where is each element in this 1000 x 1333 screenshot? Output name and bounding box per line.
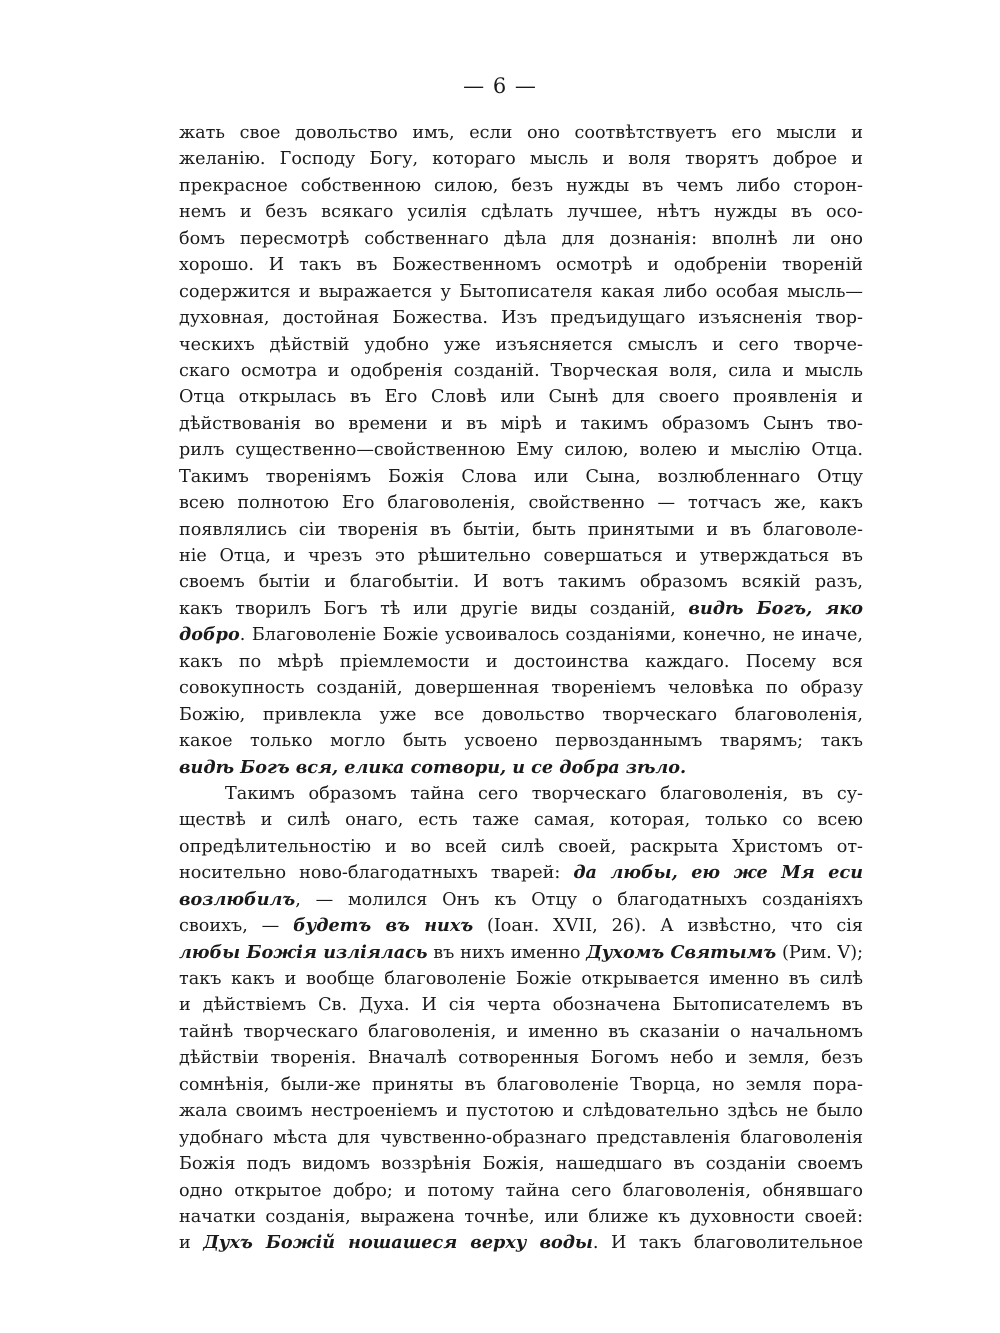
text-segment: своемъ бытіи и благобытіи. И вотъ такимъ образомъ всякій разъ, <box>179 572 863 593</box>
text-segment: , — молился Онъ къ Отцу о благодатныхъ созданіяхъ <box>295 889 863 910</box>
emphasized-quote: да любы, ею же Мя еси <box>573 862 863 884</box>
text-segment: немъ и безъ всякаго усилія сдѣлать лучшее, нѣтъ нужды въ осо- <box>179 202 863 223</box>
text-segment: жала своимъ нестроеніемъ и пустотою и слѣдовательно здѣсь не было <box>179 1101 863 1122</box>
text-segment: какое только могло быть усвоено первозданнымъ тварямъ; такъ <box>179 731 863 752</box>
text-segment: рилъ существенно—свойственною Ему силою, волею и мыслію Отца. <box>179 440 863 461</box>
text-line <box>179 1098 863 1124</box>
text-line <box>179 1204 863 1230</box>
text-segment: дѣйствіи творенія. Вначалѣ сотворенныя Богомъ небо и земля, безъ <box>179 1048 863 1069</box>
text-line <box>179 596 863 622</box>
text-line <box>179 120 863 146</box>
text-line <box>179 1151 863 1177</box>
text-line <box>179 199 863 225</box>
text-segment: опредѣлительностію и во всей силѣ своей, раскрыта Христомъ от- <box>179 836 863 857</box>
text-segment: Божію, привлекла уже все довольство творческаго благоволенія, <box>179 704 863 725</box>
text-segment: какъ по мѣрѣ пріемлемости и достоинства каждаго. Посему вся <box>179 651 863 672</box>
text-segment: ніе Отца, и чрезъ это рѣшительно совершаться и утверждаться въ <box>179 546 863 566</box>
text-line <box>179 517 863 543</box>
text-segment: и дѣйствіемъ Св. Духа. И сія черта обозначена Бытописателемъ въ <box>179 995 863 1016</box>
text-segment: совокупность созданій, довершенная твореніемъ человѣка по образу <box>179 678 863 699</box>
text-segment: дѣйствованія во времени и въ мірѣ и такимъ образомъ Сынъ тво- <box>179 413 863 434</box>
text-segment: бомъ пересмотрѣ собственнаго дѣла для дознанія: вполнѣ ли оно <box>179 228 863 249</box>
text-segment: носительно ново-благодатныхъ тварей: <box>179 863 574 884</box>
emphasized-quote: Духомъ Святымъ <box>586 941 777 963</box>
text-segment: скаго осмотра и одобренія созданій. Творческая воля, сила и мысль <box>179 360 863 381</box>
text-line <box>179 1019 863 1045</box>
text-line <box>179 966 863 992</box>
emphasized-quote: возлюбилъ <box>179 888 296 910</box>
text-line <box>179 411 863 437</box>
text-line <box>179 1230 863 1256</box>
emphasized-quote: видѣ Богъ, яко <box>688 597 864 619</box>
text-segment: Такимъ образомъ тайна сего творческаго благоволенія, въ су- <box>225 783 863 804</box>
text-segment: какъ творилъ Богъ тѣ или другіе виды созданій, <box>179 598 689 619</box>
text-segment: желанію. Господу Богу, котораго мысль и воля творятъ доброе и <box>179 149 863 170</box>
text-line <box>179 860 863 886</box>
text-line <box>179 146 863 172</box>
text-segment: сомнѣнія, были-же приняты въ благоволеніе Творца, но земля пора- <box>179 1074 863 1095</box>
text-segment: Божія подъ видомъ воззрѣнія Божія, нашедшаго въ созданіи своемъ <box>179 1154 863 1175</box>
text-line <box>179 358 863 384</box>
text-line <box>179 569 863 595</box>
text-line <box>179 622 863 648</box>
text-line <box>179 913 863 939</box>
text-line <box>179 702 863 728</box>
text-line <box>179 1178 863 1204</box>
text-segment: содержится и выражается у Бытописателя какая либо особая мысль— <box>179 281 863 302</box>
text-line <box>179 464 863 490</box>
text-line <box>179 834 863 860</box>
text-segment: ческихъ дѣйствій удобно уже изъясняется смыслъ и сего творче- <box>179 334 863 355</box>
text-segment: своихъ, — <box>179 916 294 937</box>
text-segment: ществѣ и силѣ онаго, есть таже самая, которая, только со всею <box>179 810 863 831</box>
text-segment: и <box>179 1233 204 1254</box>
emphasized-quote: будетъ въ нихъ <box>293 915 474 937</box>
emphasized-quote: Духъ Божій ношашеся верху воды <box>203 1232 593 1254</box>
emphasized-quote: добро <box>179 624 240 646</box>
text-line <box>179 226 863 252</box>
text-segment: . И такъ благоволительное <box>592 1233 863 1254</box>
text-segment: (Іоан. XVII, 26). А извѣстно, что сія <box>473 916 863 937</box>
text-line <box>179 755 863 781</box>
page-number: — 6 — <box>463 74 537 98</box>
text-segment: удобнаго мѣста для чувственно-образнаго представленія благоволенія <box>179 1127 863 1148</box>
text-segment: въ нихъ именно <box>427 942 587 963</box>
text-line <box>179 384 863 410</box>
text-line <box>179 252 863 278</box>
text-segment: Отца открылась въ Его Словѣ или Сынѣ для своего проявленія и <box>179 387 863 408</box>
text-line <box>179 992 863 1018</box>
emphasized-quote: видѣ Богъ вся, елика сотвори, и се добра зѣло. <box>179 756 687 778</box>
text-line <box>179 649 863 675</box>
text-segment: появлялись сіи творенія въ бытіи, быть принятыми и въ благоволе- <box>179 519 863 540</box>
text-line <box>179 1045 863 1071</box>
text-segment: тайнѣ творческаго благоволенія, и именно въ сказаніи о начальномъ <box>179 1021 863 1042</box>
text-segment: Такимъ твореніямъ Божія Слова или Сына, возлюбленнаго Отцу <box>179 466 863 487</box>
text-line <box>179 332 863 358</box>
text-segment: духовная, достойная Божества. Изъ предъидущаго изъясненія твор- <box>179 308 863 329</box>
text-line <box>179 807 863 833</box>
text-line <box>179 305 863 331</box>
text-line <box>179 437 863 463</box>
text-segment: такъ какъ и вообще благоволеніе Божіе открывается именно въ силѣ <box>179 969 863 989</box>
text-segment: начатки созданія, выражена точнѣе, или ближе къ духовности своей: <box>179 1206 863 1227</box>
text-line <box>179 1125 863 1151</box>
text-segment: жать свое довольство имъ, если оно соотвѣтствуетъ его мысли и <box>179 123 863 143</box>
text-line <box>179 279 863 305</box>
text-segment: (Рим. V); <box>776 942 864 963</box>
body-text <box>179 120 863 1257</box>
emphasized-quote: любы Божія изліялась <box>179 941 428 963</box>
text-line <box>179 173 863 199</box>
text-line <box>179 940 863 966</box>
text-segment: всею полнотою Его благоволенія, свойственно — тотчасъ же, какъ <box>179 493 863 514</box>
text-line <box>179 781 863 807</box>
text-segment: . Благоволеніе Божіе усвоивалось созданіями, конечно, не иначе, <box>239 625 863 646</box>
text-segment: хорошо. И такъ въ Божественномъ осмотрѣ и одобреніи твореній <box>179 255 863 276</box>
text-line <box>179 728 863 754</box>
text-line <box>179 675 863 701</box>
text-segment: одно открытое добро; и потому тайна сего благоволенія, обнявшаго <box>179 1180 863 1201</box>
text-line <box>179 1072 863 1098</box>
text-segment: прекрасное собственною силою, безъ нужды въ чемъ либо сторон- <box>179 175 863 196</box>
text-line <box>179 490 863 516</box>
text-line <box>179 543 863 569</box>
text-line <box>179 887 863 913</box>
